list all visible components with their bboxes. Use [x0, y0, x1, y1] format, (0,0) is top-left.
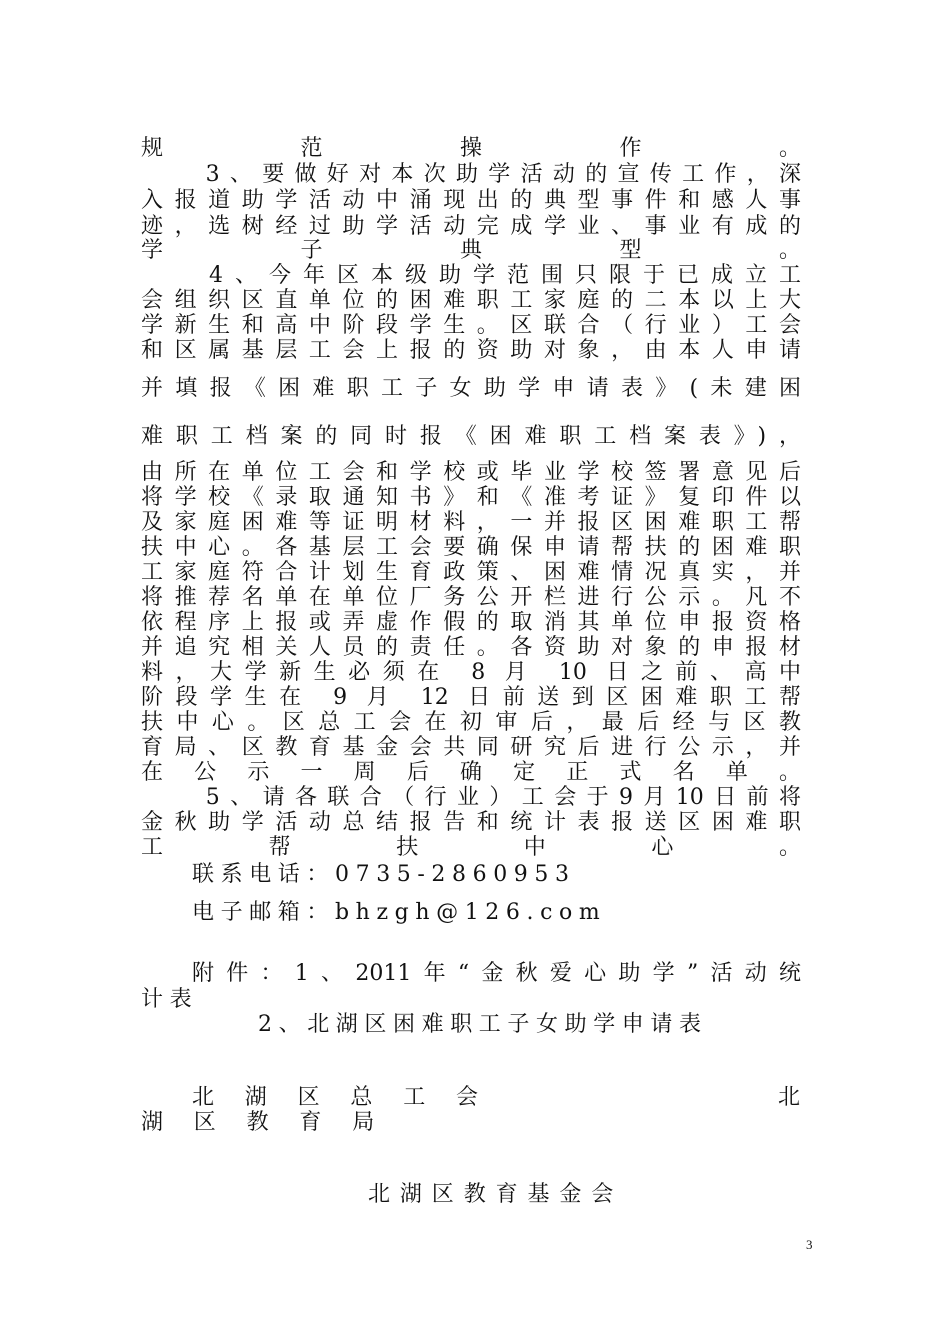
body-line: 学新生和高中阶段学生。区联合（行业）工会 — [141, 313, 801, 338]
contact-email: 电子邮箱：bhzgh@126.com — [192, 900, 607, 925]
attachment-line: 计表 — [141, 987, 199, 1012]
body-line: 会组织区直单位的困难职工家庭的二本以上大 — [141, 288, 801, 313]
body-line: 工家庭符合计划生育政策、困难情况真实，并 — [141, 560, 801, 585]
body-line: 和区属基层工会上报的资助对象，由本人申请 — [141, 338, 801, 363]
body-line: 并填报《困难职工子女助学申请表》(未建困 — [141, 376, 801, 401]
signature-education-foundation: 北湖区教育基金会 — [368, 1182, 624, 1207]
body-line: 学子典型。 — [141, 238, 801, 263]
body-line: 将推荐名单在单位厂务公开栏进行公示。凡不 — [141, 585, 801, 610]
body-line: 扶中心。区总工会在初审后，最后经与区教 — [141, 710, 801, 735]
body-line: 金秋助学活动总结报告和统计表报送区困难职 — [141, 810, 801, 835]
body-line: 4、今年区本级助学范围只限于已成立工 — [141, 263, 801, 288]
body-line: 料，大学新生必须在 8 月 10 日之前、高中 — [141, 660, 801, 685]
body-line: 工帮扶中心。 — [141, 835, 801, 860]
body-line: 在公示一周后确定正式名单。 — [141, 760, 801, 785]
body-line: 由所在单位工会和学校或毕业学校签署意见后 — [141, 460, 801, 485]
attachment-line: 2、北湖区困难职工子女助学申请表 — [258, 1012, 708, 1037]
body-line: 入报道助学活动中涌现出的典型事件和感人事 — [141, 188, 801, 213]
body-line: 育局、区教育基金会共同研究后进行公示，并 — [141, 735, 801, 760]
body-line: 并追究相关人员的责任。各资助对象的申报材 — [141, 635, 801, 660]
signature-union: 北 湖 区 总 工 会 — [192, 1085, 483, 1110]
body-line: 迹，选树经过助学活动完成学业、事业有成的 — [141, 214, 801, 239]
body-line: 依程序上报或弄虚作假的取消其单位申报资格 — [141, 610, 801, 635]
signature-education-bureau-end: 湖 区 教 育 局 — [141, 1110, 379, 1135]
page-number: 3 — [806, 1237, 813, 1252]
body-line: 3、要做好对本次助学活动的宣传工作，深 — [141, 162, 801, 187]
body-line: 及家庭困难等证明材料，一并报区困难职工帮 — [141, 510, 801, 535]
body-line: 规范操作。 — [141, 136, 801, 161]
attachment-line: 附件：1、2011年“金秋爱心助学”活动统 — [192, 961, 801, 986]
body-line: 阶段学生在 9 月 12 日前送到区困难职工帮 — [141, 685, 801, 710]
contact-phone: 联系电话：0735-2860953 — [192, 862, 576, 887]
body-line: 难职工档案的同时报《困难职工档案表》)， — [141, 424, 801, 449]
signature-education-bureau-start: 北 — [778, 1085, 807, 1110]
body-line: 5、请各联合（行业）工会于9月10日前将 — [141, 785, 801, 810]
body-line: 扶中心。各基层工会要确保申请帮扶的困难职 — [141, 535, 801, 560]
body-line: 将学校《录取通知书》和《准考证》复印件以 — [141, 485, 801, 510]
